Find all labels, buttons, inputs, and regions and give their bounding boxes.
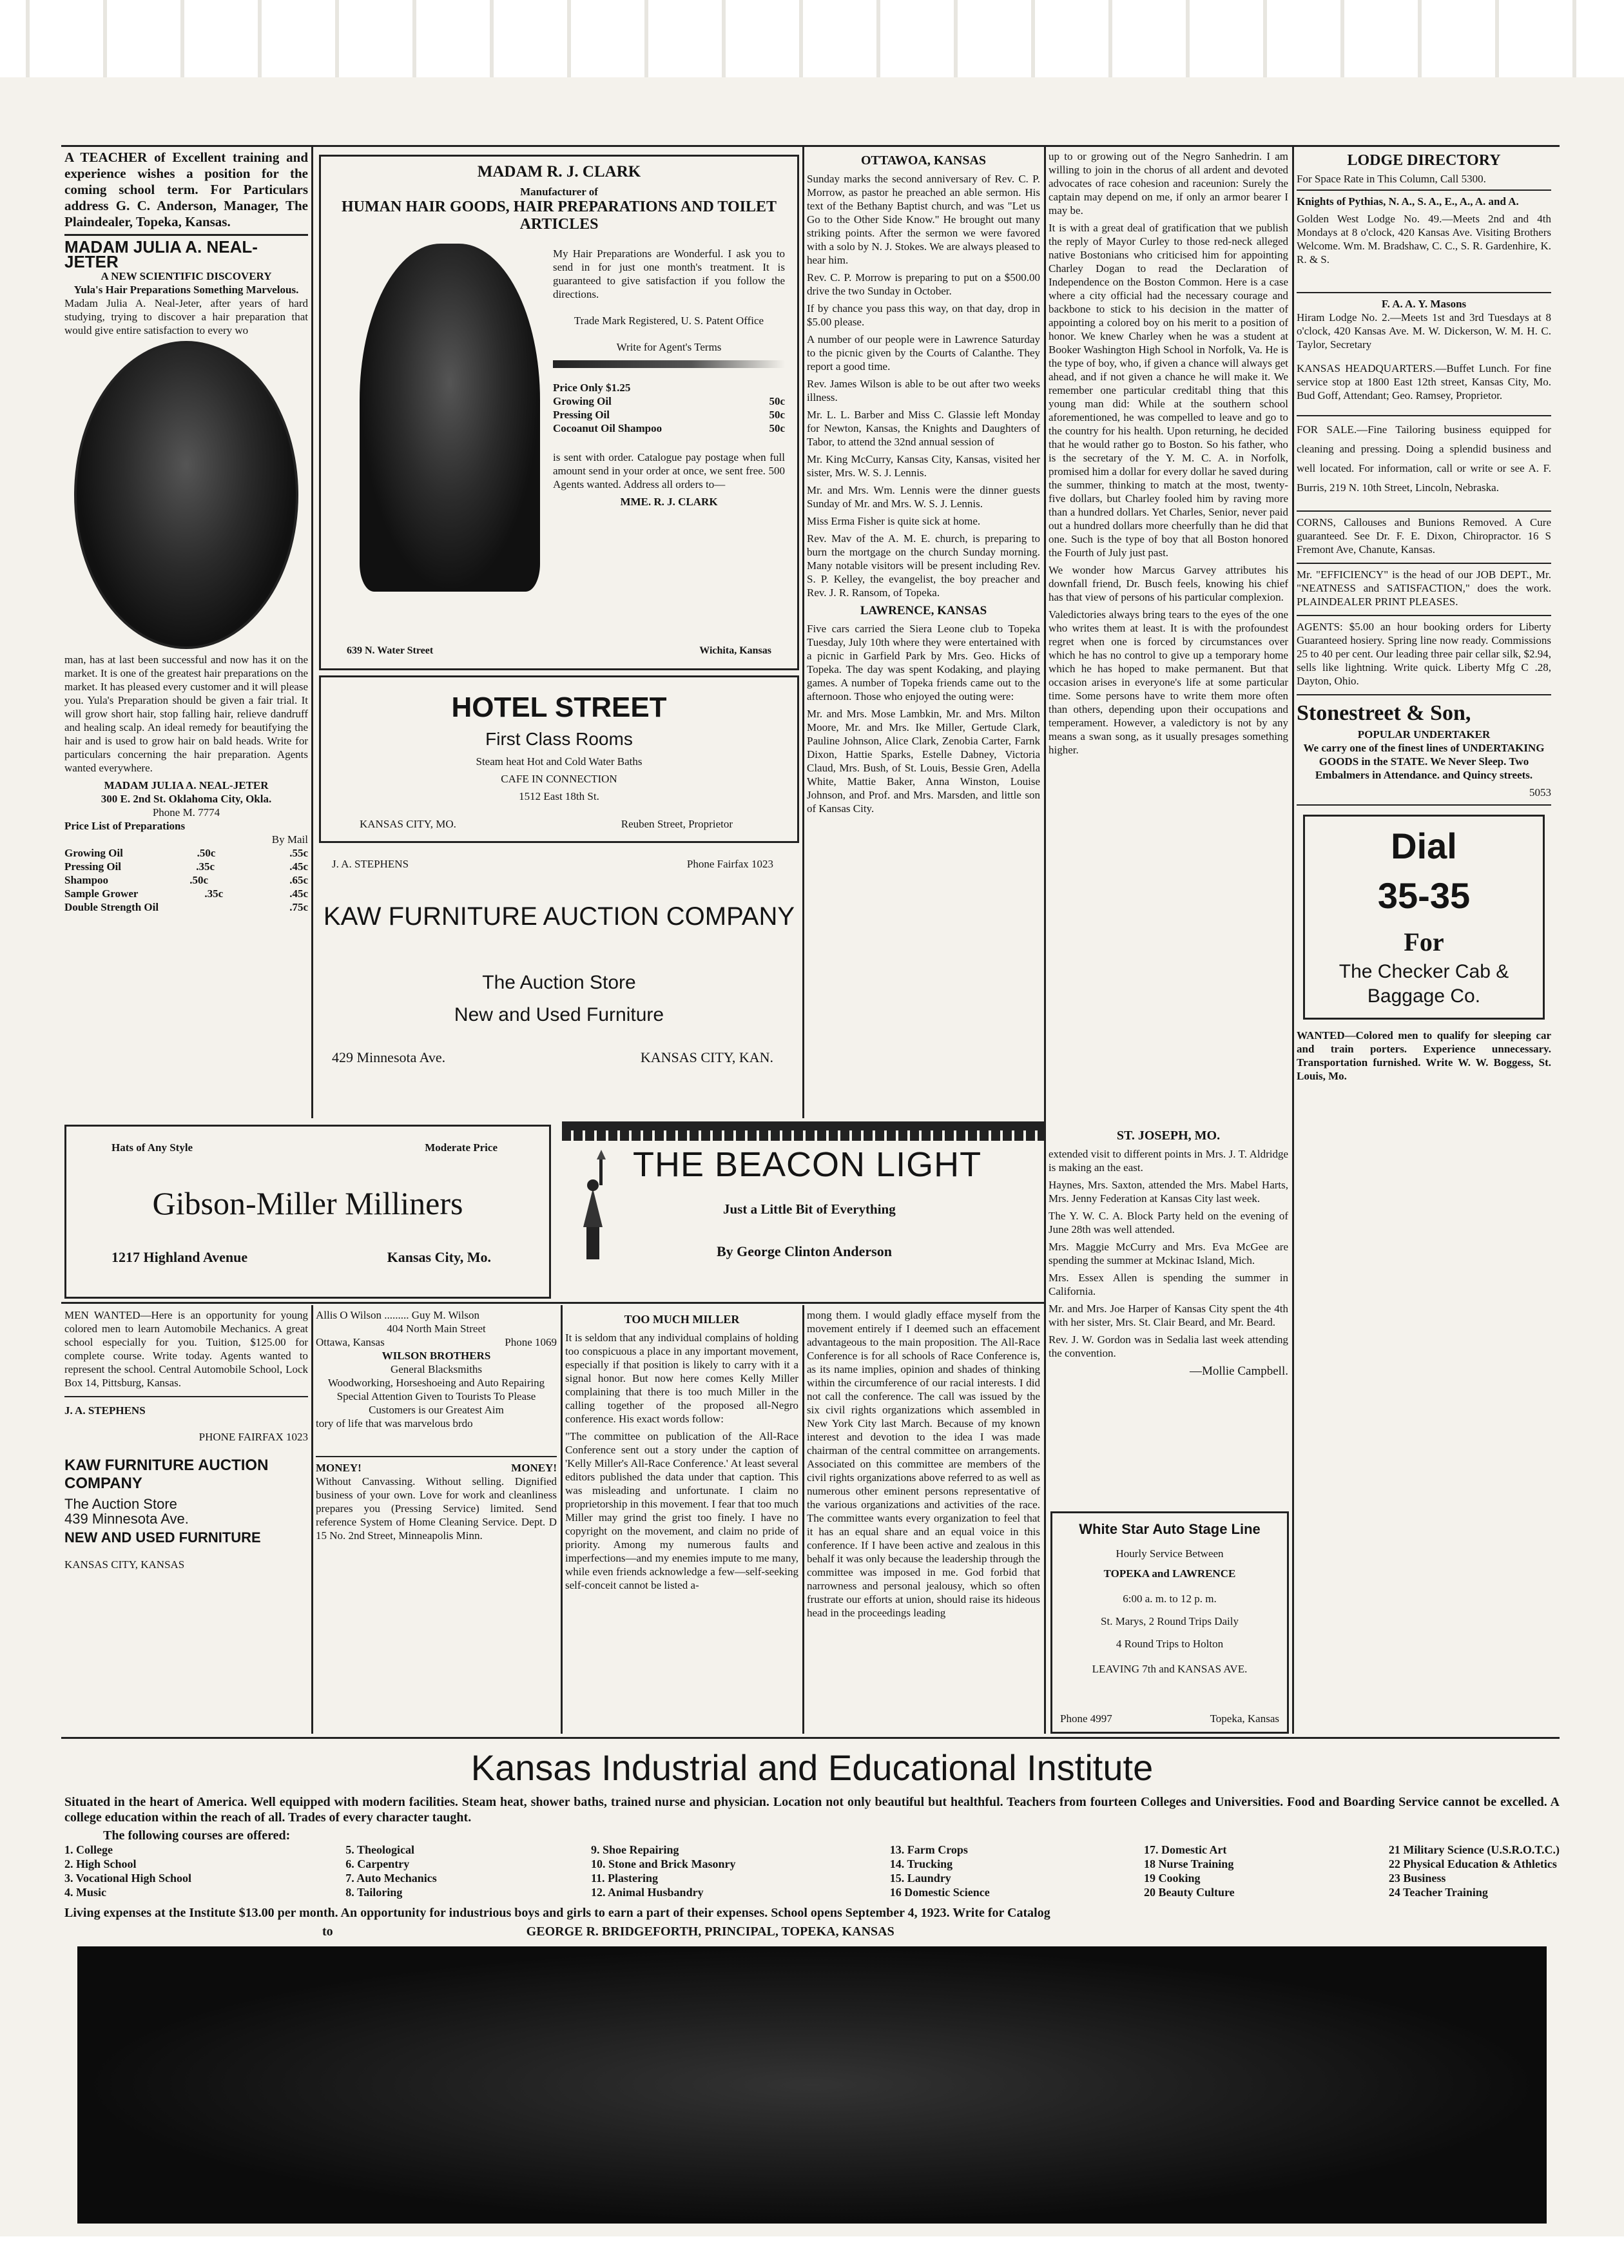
checker-cab-ad — [1303, 815, 1545, 1020]
stjoseph-paragraph: The Y. W. C. A. Block Party held on the evening of June 28th was well attended. — [1049, 1210, 1288, 1236]
beacon-sub: Just a Little Bit of Everything — [723, 1201, 896, 1217]
kaw-small-city: KANSAS CITY, KANSAS — [64, 1558, 185, 1571]
price-item: Sample Grower — [64, 887, 139, 900]
whitestar-stmarys: St. Marys, 2 Round Trips Daily — [1101, 1615, 1239, 1627]
statue-of-liberty-icon — [567, 1150, 619, 1259]
kiei-title: Kansas Industrial and Educational Institute — [470, 1747, 1154, 1788]
kaw-small-title: KAW FURNITURE AUCTION COMPANY — [64, 1457, 269, 1492]
lawrence-paragraph: Mr. and Mrs. Mose Lambkin, Mr. and Mrs. Milton Moore, Mr. and Mrs. Ike Miller, Gertude Clark, Pauline Johnson, Alice Clark, Zenobia Carter, Farnk Dixon, Hattie Sparks, Estelle Dabney, Victoria Claud, Mrs. Bush, of St. Louis, Bessie Gren, Adella White, Mattie Baker, Anna Winston, Louise Johnson, and Prof. and Mrs. Marsden, and little son of Kansas City. — [807, 708, 1040, 815]
wilson-contact — [316, 1335, 557, 1349]
editorial-column — [1049, 150, 1288, 757]
course-item: 20 Beauty Culture — [1143, 1886, 1235, 1899]
ottawa-paragraph: Rev. C. P. Morrow is preparing to put on a $500.00 drive the two Sunday in October. — [807, 271, 1040, 297]
lawrence-title: LAWRENCE, KANSAS — [860, 604, 987, 617]
column-rule — [561, 1305, 563, 1734]
nealjeter-address-name: MADAM JULIA A. NEAL-JETER — [104, 779, 269, 791]
beacon-col-2 — [807, 1308, 1040, 1734]
course-item: 5. Theological — [345, 1843, 414, 1856]
money-body: Without Canvassing. Without selling. Dignified business of your own. Love for work and cleanliness prepares you (Pressing Service) limited. Send reference System of Home Cleaning Service. Dept. D 15 No. 2nd Street, Minneapolis Minn. — [316, 1475, 557, 1542]
price-mail: .45c — [289, 860, 308, 873]
kaw-name: J. A. STEPHENS — [332, 858, 409, 870]
column-rule — [311, 145, 313, 1118]
price-mail: .65c — [289, 874, 308, 886]
nealjeter-line1: Yula's Hair Preparations Something Marvelous. — [73, 284, 299, 296]
clark-closing: is sent with order. Catalogue pay postage when full amount send in your order at once, we sent free. 500 Agents wanted. Address all orders to— — [553, 451, 785, 490]
col4-paragraph: up to or growing out of the Negro Sanhedrin. I am willing to join in the chorus of all ardent and devoted advocates of race cohesion and raceunion: Surely the captain may depend on me, if only an armor bearer I may be. — [1049, 150, 1288, 217]
nealjeter-phone: Phone M. 7774 — [152, 806, 220, 819]
clark-price-price: 50c — [769, 395, 785, 407]
stjoseph-paragraph: Mr. and Mrs. Joe Harper of Kansas City spent the 4th with her sister, Mrs. St. Clair Beard, and Mr. Beard. — [1049, 1303, 1288, 1328]
wilson-street: 404 North Main Street — [387, 1323, 486, 1335]
gibson-name: Gibson-Miller Milliners — [152, 1185, 463, 1221]
beacon-p3: mong them. I would gladly efface myself from the movement entirely if I deemed such an effacement advantageous to the main proposition. The All-Race Conference is for all schools of Race Conference is, as its name implies, opinion and shades of thinking within the circumference of our racial interests. I did not call the conference. The call was issued by the six civil rights organizations which assembled in New York City last March. Because of my known interest and devotion to the idea I was made chairman of the central committee on arrangements. Associated on this committee are members of the civil rights organizations above referred to as well as numerous other eminent persons representative of the various organizations and activities of the race. The committee wants every organization to feel that it has an equal share and an equal voice in this conference. If I have been active and zealous in this behalf it was only because the leadership through the committee was imposed in me. God forbid that narrowness and personal jealousy, which so often frustrate our efforts at union, should raise its hideous head in the proceedings leading — [807, 1309, 1040, 1619]
kaw-small-address: 439 Minnesota Ave. — [64, 1511, 189, 1527]
men-wanted: MEN WANTED—Here is an opportunity for young colored men to learn Automobile Mechanics. A great school especially for you. Tuition, $125.00 for complete course. Write today. Agents wanted to represent the school. Central Automobile School, Lock Box 14, Pittsburg, Kansas. — [64, 1309, 308, 1389]
wilson-column — [316, 1308, 557, 1734]
kiei-to: to — [322, 1924, 333, 1939]
course-item: 3. Vocational High School — [64, 1872, 192, 1885]
nealjeter-address: 300 E. 2nd St. Oklahoma City, Okla. — [101, 793, 272, 805]
column-1 — [64, 150, 308, 1116]
money-title-2: MONEY! — [511, 1462, 557, 1474]
hotel-cafe: CAFE IN CONNECTION — [501, 773, 617, 785]
clark-copy — [553, 247, 785, 509]
course-column — [1389, 1843, 1560, 1899]
whitestar-leaving: LEAVING 7th and KANSAS AVE. — [1092, 1663, 1248, 1675]
lodge-hiram: Hiram Lodge No. 2.—Meets 1st and 3rd Tuesdays at 8 o'clock, 420 Kansas Ave. M. W. Dickerson, W. M. H. C. Taylor, Secretary — [1297, 311, 1551, 351]
whitestar-holton: 4 Round Trips to Holton — [1116, 1638, 1224, 1650]
price-item: Pressing Oil — [64, 860, 121, 873]
price-price: .35c — [196, 860, 215, 873]
clark-price-price: 50c — [769, 409, 785, 421]
teacher-ad: A TEACHER of Excellent training and experience wishes a position for the coming school term. For Particulars address G. C. Anderson, Manager, The Plaindealer, Topeka, Kansas. — [64, 150, 308, 229]
kaw-small-store: The Auction Store — [64, 1496, 177, 1512]
col4-paragraph: It is with a great deal of gratification that we publish the reply of Mayor Curley to those red-neck alleged native Bostonians who criticised him for appointing Charley Dogan to read the Declaration of Independence on the Boston Common. Here is a case where a city official had the necessary courage and backbone to stick to his decision in the matter of appointing a colored boy on his merit to a position of honor. We knew Charley when he was a student at Booker Washington High School in Norfolk, Va. He is the type of boy, who, if given a chance will always get ahead, and if not given a chance he will make it. We remember one particular creditabl thing that this young man did: While at the southern school aforementioned, he was compelled to leave and go to the country for his health. Upon returning, he decided that he would rather go to Boston. So his father, who is the secretary of the Y. M. C. A. in Norfolk, promised him a dollar for every dollar he saved during the summer, thinking to match at the most, twenty-five dollars, but Charley fooled him by raving more than a hundred dollars. Yet Charles, Senior, never paid out a hundred dollars more cheerfully than he did that one. Such is the type of boy that all Boston honored the Fourth of July just past. — [1049, 222, 1288, 559]
price-list-title: Price List of Preparations — [64, 820, 186, 832]
whitestar-city: Topeka, Kansas — [1210, 1712, 1279, 1725]
clark-price-price: 50c — [769, 422, 785, 434]
men-wanted-column — [64, 1308, 308, 1734]
course-item: 4. Music — [64, 1886, 106, 1899]
course-item: 8. Tailoring — [345, 1886, 403, 1899]
lawrence-news — [807, 622, 1040, 815]
course-item: 21 Military Science (U.S.R.O.T.C.) — [1388, 1843, 1560, 1856]
price-price: .35c — [204, 887, 224, 900]
ottawa-paragraph: Mr. King McCurry, Kansas City, Kansas, visited her sister, Mrs. W. S. J. Lennis. — [807, 453, 1040, 479]
kiei-principal: GEORGE R. BRIDGEFORTH, PRINCIPAL, TOPEKA, KANSAS — [526, 1924, 894, 1939]
stjoseph-column — [1049, 1125, 1288, 1505]
gibson-address: 1217 Highland Avenue — [111, 1249, 248, 1265]
course-item: 11. Plastering — [591, 1872, 659, 1885]
stjoseph-title: ST. JOSEPH, MO. — [1116, 1129, 1221, 1143]
whitestar-service: Hourly Service Between — [1116, 1547, 1224, 1560]
wilson-tory: tory of life that was marvelous brdo — [316, 1417, 473, 1430]
beacon-title: THE BEACON LIGHT — [633, 1145, 982, 1184]
stjoseph-paragraph: Mrs. Maggie McCurry and Mrs. Eva McGee are spending the summer at Mckinac Island, Mich. — [1049, 1241, 1288, 1266]
section-rule — [61, 1302, 1044, 1304]
price-row — [64, 873, 308, 887]
beacon-subhead: TOO MUCH MILLER — [624, 1313, 740, 1326]
lodge-rates: For Space Rate in This Column, Call 5300. — [1297, 173, 1486, 185]
course-item: 17. Domestic Art — [1143, 1843, 1227, 1856]
kaw-goods: New and Used Furniture — [454, 1004, 664, 1025]
col4-paragraph: Valedictories always bring tears to the eyes of the one who writes them at least. It is with the profoundest regret when one is forced by circumstances over which he has no control to give up a temporary home which he has hoped to make permanent. But that occasion arises in everyone's life at some particular time. Some persons have to write them more often than others, depending upon their occupations and temperament. However, a valedictory is not by any means a swan song, as it usually presages something higher. — [1049, 608, 1288, 756]
price-list — [64, 846, 308, 914]
by-mail-label: By Mail — [271, 833, 308, 846]
kaw-title: KAW FURNITURE AUCTION COMPANY — [323, 902, 795, 931]
ottawa-paragraph: A number of our people were in Lawrence Saturday to the picnic given by the Courts of Calanthe. They report a good time. — [807, 333, 1040, 373]
stjoseph-byline: —Mollie Campbell. — [1189, 1364, 1288, 1378]
beacon-byline: By George Clinton Anderson — [717, 1243, 892, 1259]
scan-top-edge — [0, 0, 1624, 77]
course-item: 15. Laundry — [889, 1872, 951, 1885]
ottawa-paragraph: Rev. James Wilson is able to be out after two weeks illness. — [807, 378, 1040, 403]
course-item: 13. Farm Crops — [889, 1843, 968, 1856]
clark-body: My Hair Preparations are Wonderful. I ask you to send in for just one month's treatment. It is guaranteed to give satisfaction if you follow the directions. — [553, 247, 785, 300]
nealjeter-intro: Madam Julia A. Neal-Jeter, after years of hard studying, trying to discover a hair preparation that would give entire satisfaction to every wo — [64, 297, 308, 336]
column-3 — [807, 150, 1040, 1110]
column-rule — [802, 1305, 804, 1734]
lodge-agents: AGENTS: $5.00 an hour booking orders for Liberty Guaranteed hosiery. Spring line now ready. Commissions 25 to 40 per cent. Our leading three pair cellar silk, $2.94, sells like lightning. Write quick. Liberty Mfg C .28, Dayton, Ohio. — [1297, 621, 1551, 687]
beacon-col-1 — [565, 1308, 798, 1734]
clark-portrait — [360, 244, 540, 592]
price-mail: .75c — [289, 901, 308, 913]
whitestar-title: White Star Auto Stage Line — [1079, 1521, 1261, 1537]
top-rule — [61, 145, 1560, 147]
clark-price-item: Growing Oil — [553, 395, 612, 407]
course-item: 24 Teacher Training — [1388, 1886, 1488, 1899]
wilson-wood: Woodworking, Horseshoeing and Auto Repairing — [327, 1377, 545, 1389]
course-item: 6. Carpentry — [345, 1857, 410, 1870]
kaw-small-name: J. A. STEPHENS — [64, 1404, 146, 1417]
column-rule — [802, 145, 804, 1118]
stjoseph-paragraph: extended visit to different points in Mrs. J. T. Aldridge is making an the east. — [1049, 1148, 1288, 1174]
course-item: 23 Business — [1388, 1872, 1446, 1885]
nealjeter-subtitle: A NEW SCIENTIFIC DISCOVERY — [101, 270, 272, 282]
course-item: 18 Nurse Training — [1143, 1857, 1234, 1870]
stonestreet-name: Stonestreet & Son, — [1297, 701, 1471, 725]
wilson-title: WILSON BROTHERS — [382, 1350, 491, 1362]
lodge-wanted: WANTED—Colored men to qualify for sleeping car and train porters. Experience unnecessary. Transportation furnished. Write W. W. Boggess, St. Louis, Mo. — [1297, 1029, 1551, 1082]
clark-price-row — [553, 408, 785, 422]
ottawa-paragraph: Sunday marks the second anniversary of Rev. C. P. Morrow, as pastor he preached an able sermon. His text of the Bethany Baptist church, and was "Let us Go to the Other Side Know." He brought out many striking points. After the sermon we were favored with a solo by N. J. Stokes. We are always pleased to hear him. — [807, 173, 1040, 266]
whitestar-hours: 6:00 a. m. to 12 p. m. — [1123, 1593, 1217, 1605]
kaw-ad-large — [319, 849, 799, 1114]
beacon-p1: It is seldom that any individual complains of holding too conspicuous a place in any important movement, especially if that position is likely to carry with it a signal honor. But now here comes Kelly Miller complaining that there is too much Miller in the calling together of the proposed all-Negro conference. His exact words follow: — [565, 1332, 798, 1425]
course-item: 12. Animal Husbandry — [591, 1886, 704, 1899]
hotel-address: 1512 East 18th St. — [519, 790, 599, 802]
course-column — [345, 1843, 437, 1899]
course-item: 1. College — [64, 1843, 113, 1856]
course-item: 9. Shoe Repairing — [591, 1843, 679, 1856]
kiei-courses — [64, 1843, 1560, 1899]
clark-price-row — [553, 422, 785, 435]
nealjeter-title: MADAM JULIA A. NEAL-JETER — [64, 237, 258, 271]
ottawa-news — [807, 172, 1040, 599]
gibson-ad — [64, 1125, 551, 1299]
kaw-city: KANSAS CITY, KAN. — [640, 1049, 773, 1065]
course-item: 14. Trucking — [889, 1857, 953, 1870]
kaw-store: The Auction Store — [482, 972, 636, 993]
col4-paragraph: We wonder how Marcus Garvey attributes his downfall friend, Dr. Busch feels, knowing his chief has that view of persons of his particular complexion. — [1049, 564, 1288, 603]
clark-price-item: Cocoanut Oil Shampoo — [553, 422, 662, 434]
lodge-faay: F. A. A. Y. Masons — [1381, 298, 1467, 310]
wilson-general: General Blacksmiths — [390, 1363, 483, 1375]
stjoseph-paragraph: Haynes, Mrs. Saxton, attended the Mrs. Mabel Harts, Mrs. Jenny Federation at Kansas City last week. — [1049, 1179, 1288, 1205]
price-row — [64, 846, 308, 860]
stonestreet-body: We carry one of the finest lines of UNDERTAKING GOODS in the STATE. We Never Sleep. Two Embalmers in Attendance. and Quincy streets. — [1303, 742, 1545, 781]
price-item: Growing Oil — [64, 847, 123, 859]
checker-name: The Checker Cab & Baggage Co. — [1339, 961, 1509, 1007]
price-item: Shampoo — [64, 874, 109, 886]
beacon-p2: "The committee on publication of the All-Race Conference sent out a story under the caption of 'Kelly Miller's All-Race Conference.' At least several editors published the data under that caption. This was misleading and unfortunate. I claim no proprietorship in this movement. I fear that too much Miller may grind the grist too finely. I have no copyright on the movement, and claim no pride of priority. Among my numerous faults and imperfections—and my enemies impute to me many, while even friends acknowledge a few—self-seeking self-conceit cannot be listed a- — [565, 1430, 798, 1591]
column-rule — [1044, 145, 1046, 1734]
course-item: 2. High School — [64, 1857, 137, 1870]
lodge-for-sale: FOR SALE.—Fine Tailoring business equipped for cleaning and pressing. Doing a splendid business and well located. For information, call or write or see A. F. Burris, 219 N. 10th Street, Lincoln, Nebraska. — [1297, 423, 1551, 494]
kaw-small-phone: PHONE FAIRFAX 1023 — [198, 1431, 308, 1443]
clark-city: Wichita, Kansas — [699, 645, 771, 656]
gibson-city: Kansas City, Mo. — [387, 1249, 491, 1265]
price-row — [64, 900, 308, 914]
money-heading — [316, 1461, 557, 1475]
hotel-title: HOTEL STREET — [451, 692, 667, 723]
ottawa-title: OTTAWOA, KANSAS — [860, 153, 987, 168]
price-mail: .45c — [289, 887, 308, 900]
kiei-courses-intro: The following courses are offered: — [103, 1828, 291, 1843]
column-rule — [311, 1305, 313, 1734]
wilson-names: Allis O Wilson ......... Guy M. Wilson — [316, 1309, 479, 1321]
nealjeter-body: man, has at last been successful and now has it on the market. It is one of the greatest hair preparations on the market. It has pleased every customer and it will please you. Yula's Preparation should be given a fair trial. It will grow short hair, stop falling hair, relieve dandruff and healing scalp. An ideal remedy for beautifying the hair and is used to grow hair on bald heads. Write for particulars concerning the hair preparation. Agents wanted everywhere. — [64, 654, 308, 774]
price-mail: .55c — [289, 847, 308, 859]
course-item: 16 Domestic Science — [889, 1886, 990, 1899]
price-row — [64, 887, 308, 900]
lawrence-paragraph: Five cars carried the Siera Leone club to Topeka Tuesday, July 10th where they were entertained with a picnic in Garfield Park by Mrs. Geo. Hicks of Topeka. The day was spent Kodaking, and playing games. A number of Topeka friends came out to the afternoon. Those who enjoyed the outing were: — [807, 623, 1040, 703]
kiei-principal-line — [322, 1924, 1560, 1939]
course-item: 19 Cooking — [1143, 1872, 1201, 1885]
hotel-proprietor: Reuben Street, Proprietor — [621, 818, 733, 830]
stonestreet-sub: POPULAR UNDERTAKER — [1357, 728, 1491, 741]
stjoseph-paragraph: Rev. J. W. Gordon was in Sedalia last week attending the convention. — [1049, 1333, 1288, 1359]
clark-sub: Manufacturer of — [520, 186, 598, 198]
beacon-border — [562, 1130, 1044, 1141]
kiei-top-rule — [61, 1737, 1560, 1739]
lodge-efficiency: Mr. "EFFICIENCY" is the head of our JOB DEPT., Mr. "NEATNESS and SATISFACTION," does the work. PLAINDEALER PRINT PLEASES. — [1297, 568, 1551, 608]
clark-signature: MME. R. J. CLARK — [620, 496, 718, 508]
lodge-golden-west: Golden West Lodge No. 49.—Meets 2nd and 4th Mondays at 8 o'clock, 420 Kansas Ave. Visiting Brothers Welcome. Wm. M. Bradshaw, C. C., S. R. Gardenhire, K. R. & S. — [1297, 213, 1551, 266]
campus-photo — [77, 1946, 1547, 2224]
money-title-1: MONEY! — [316, 1462, 362, 1474]
clark-agents: Write for Agent's Terms — [616, 341, 722, 353]
course-item: 10. Stone and Brick Masonry — [591, 1857, 736, 1870]
dial-number: 35-35 — [1377, 875, 1471, 916]
column-rule — [1292, 145, 1294, 1734]
lodge-corns: CORNS, Callouses and Bunions Removed. A Cure guaranteed. See Dr. F. E. Dixon, Chiropractor. 16 S Fremont Ave, Chanute, Kansas. — [1297, 516, 1551, 556]
scan-bottom-edge — [0, 2236, 1624, 2268]
gibson-price: Moderate Price — [425, 1141, 498, 1154]
ottawa-paragraph: Mr. L. L. Barber and Miss C. Glassie left Monday for Newton, Kansas, the Knights and Daughters of Tabor, to attend the 32nd annual session of — [807, 409, 1040, 448]
wilson-phone: Phone 1069 — [505, 1336, 557, 1348]
price-row — [64, 860, 308, 873]
course-column — [64, 1843, 191, 1899]
kaw-phone: Phone Fairfax 1023 — [686, 858, 773, 870]
for-label: For — [1404, 927, 1444, 956]
clark-name: MADAM R. J. CLARK — [477, 163, 641, 180]
ottawa-paragraph: Rev. Mav of the A. M. E. church, is preparing to burn the mortgage on the church Sunday morning. Many notable visitors will be present including Rev. S. P. Kelley, the evangelist, the boy preacher and Rev. J. R. Ransom, of Topeka. — [807, 532, 1040, 599]
ottawa-paragraph: Miss Erma Fisher is quite sick at home. — [807, 515, 981, 527]
clark-trademark: Trade Mark Registered, U. S. Patent Office — [574, 315, 764, 327]
wilson-special: Special Attention Given to Tourists To Please Customers is our Greatest Aim — [336, 1390, 536, 1416]
beacon-header — [562, 1121, 1044, 1304]
price-price: .50c — [197, 847, 216, 859]
course-column — [591, 1843, 736, 1899]
ottawa-paragraph: Mr. and Mrs. Wm. Lennis were the dinner guests Sunday of Mr. and Mrs. W. S. J. Lennis. — [807, 484, 1040, 510]
price-item: Double Strength Oil — [64, 901, 159, 913]
stonestreet-num: 5053 — [1529, 786, 1551, 799]
nealjeter-portrait — [74, 341, 298, 649]
column-4 — [1049, 150, 1288, 1110]
stjoseph-paragraph: Mrs. Essex Allen is spending the summer in California. — [1049, 1272, 1288, 1297]
ottawa-paragraph: If by chance you pass this way, on that day, drop in $5.00 please. — [807, 302, 1040, 328]
lodge-column — [1297, 150, 1551, 1729]
kaw-small-goods: NEW AND USED FURNITURE — [64, 1529, 261, 1546]
kaw-address: 429 Minnesota Ave. — [332, 1049, 446, 1065]
kiei-section — [64, 1747, 1560, 1939]
kiei-intro: Situated in the heart of America. Well equipped with modern facilities. Steam heat, shower baths, trained nurse and physician. Location not only beautiful but healthful. Teachers from fourteen Colleges and Universities. Food and Boarding Service cannot be excelled. A college education within the reach of all. Trades of every character taught. — [64, 1795, 1560, 1825]
lodge-kofp: Knights of Pythias, N. A., S. A., E., A., A. and A. — [1297, 195, 1519, 208]
clark-product: HUMAN HAIR GOODS, HAIR PREPARATIONS AND TOILET ARTICLES — [342, 199, 777, 233]
kiei-expenses: Living expenses at the Institute $13.00 per month. An opportunity for industrious boys and girls to earn a part of their expenses. School opens September 4, 1923. Write for Catalog — [64, 1906, 1050, 1920]
clark-price: Price Only $1.25 — [553, 382, 631, 394]
gibson-hats: Hats of Any Style — [111, 1141, 193, 1154]
course-column — [890, 1843, 990, 1899]
price-price: .50c — [189, 874, 209, 886]
hotel-city: KANSAS CITY, MO. — [360, 818, 456, 830]
clark-address: 639 N. Water Street — [347, 645, 434, 656]
course-item: 7. Auto Mechanics — [345, 1872, 437, 1885]
lodge-title: LODGE DIRECTORY — [1347, 152, 1501, 169]
clark-price-list — [553, 394, 785, 435]
clark-price-item: Pressing Oil — [553, 409, 610, 421]
clark-ad — [319, 155, 799, 670]
whitestar-ad — [1050, 1511, 1289, 1734]
whitestar-route: TOPEKA and LAWRENCE — [1103, 1567, 1236, 1580]
wilson-ottawa: Ottawa, Kansas — [316, 1336, 385, 1348]
whitestar-phone: Phone 4997 — [1060, 1712, 1112, 1725]
hotel-ad — [319, 675, 799, 843]
stjoseph-news — [1049, 1147, 1288, 1360]
dial-label: Dial — [1391, 826, 1457, 866]
hotel-rooms: First Class Rooms — [485, 729, 633, 749]
hotel-baths: Steam heat Hot and Cold Water Baths — [476, 755, 643, 768]
lodge-kc-hq: KANSAS HEADQUARTERS.—Buffet Lunch. For fine service stop at 1800 East 12th street, Kansas City, Mo. Bud Goff, Attendant; Geo. Ramsey, Proprietor. — [1297, 362, 1551, 402]
clark-price-row — [553, 394, 785, 408]
course-item: 22 Physical Education & Athletics — [1388, 1857, 1557, 1870]
comb-icon — [553, 360, 785, 368]
course-column — [1144, 1843, 1235, 1899]
